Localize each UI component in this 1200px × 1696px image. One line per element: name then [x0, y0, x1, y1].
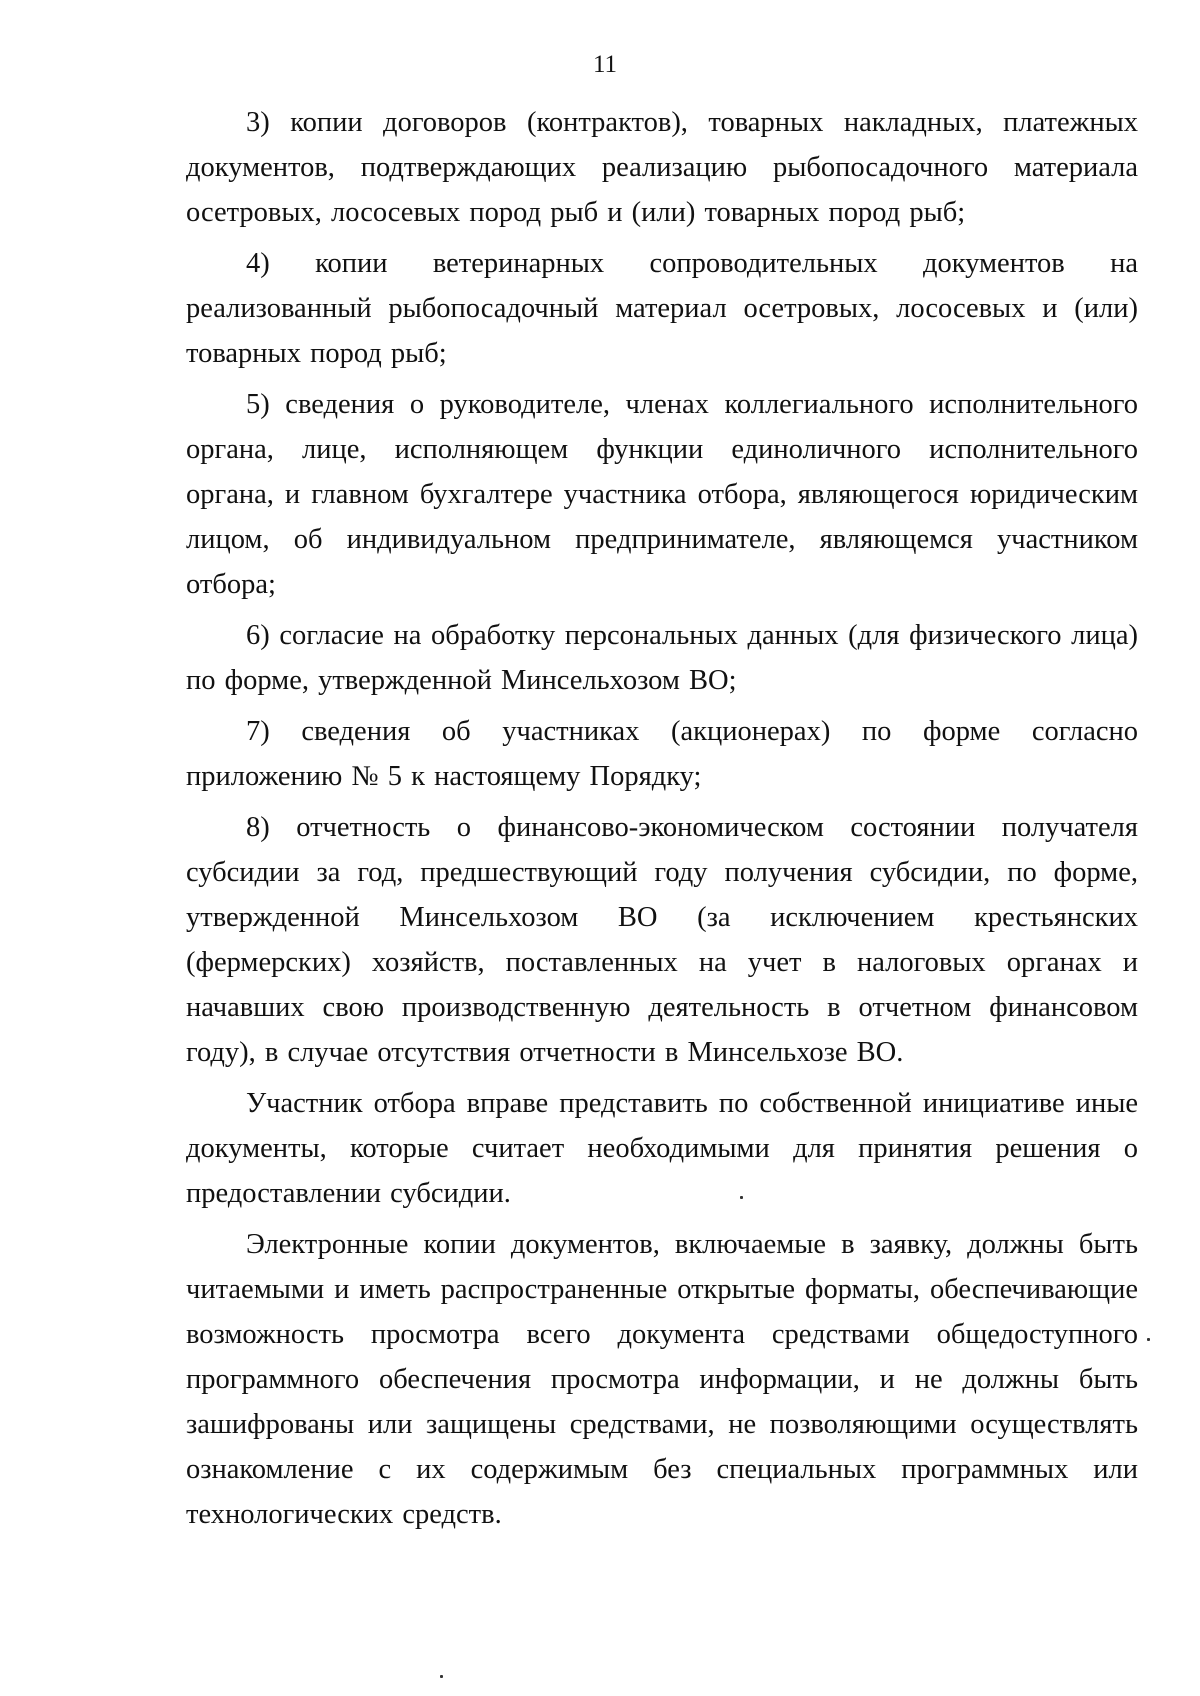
paragraph-item-8: 8) отчетность о финансово-экономическом состоянии получателя субсидии за год, предшествующий году получения субсидии, по форме, утвержденной Минсельхозом ВО (за исключением крестьянских (фермерских) хозяйств, поставленных на учет в налоговых органах и начавших свою производственную деятельность в отчетном финансовом году), в случае отсутствия отчетности в Минсельхозе ВО. — [186, 812, 1138, 1068]
scan-speck — [440, 1675, 443, 1678]
document-body — [186, 100, 1138, 1545]
scan-speck — [1147, 1338, 1150, 1341]
paragraph-item-6: 6) согласие на обработку персональных данных (для физического лица) по форме, утвержденной Минсельхозом ВО; — [186, 620, 1138, 696]
paragraph-participant-right: Участник отбора вправе представить по собственной инициативе иные документы, которые считает необходимыми для принятия решения о предоставлении субсидии. — [186, 1088, 1138, 1209]
page-number: 11 — [592, 51, 618, 78]
paragraph-electronic-copies: Электронные копии документов, включаемые в заявку, должны быть читаемыми и иметь распространенные открытые форматы, обеспечивающие возможность просмотра всего документа средствами общедоступного программного обеспечения просмотра информации, и не должны быть зашифрованы или защищены средствами, не позволяющими осуществлять ознакомление с их содержимым без специальных программных или технологических средств. — [186, 1229, 1138, 1530]
paragraph-item-7: 7) сведения об участниках (акционерах) по форме согласно приложению № 5 к настоящему Порядку; — [186, 716, 1138, 792]
paragraph-item-3: 3) копии договоров (контрактов), товарных накладных, платежных документов, подтверждающих реализацию рыбопосадочного материала осетровых, лососевых пород рыб и (или) товарных пород рыб; — [186, 107, 1138, 228]
paragraph-item-4: 4) копии ветеринарных сопроводительных документов на реализованный рыбопосадочный материал осетровых, лососевых и (или) товарных пород рыб; — [186, 248, 1138, 369]
scan-speck — [740, 1196, 743, 1199]
paragraph-item-5: 5) сведения о руководителе, членах коллегиального исполнительного органа, лице, исполняющем функции единоличного исполнительного органа, и главном бухгалтере участника отбора, являющегося юридическим лицом, об индивидуальном предпринимателе, являющемся участником отбора; — [186, 389, 1138, 600]
